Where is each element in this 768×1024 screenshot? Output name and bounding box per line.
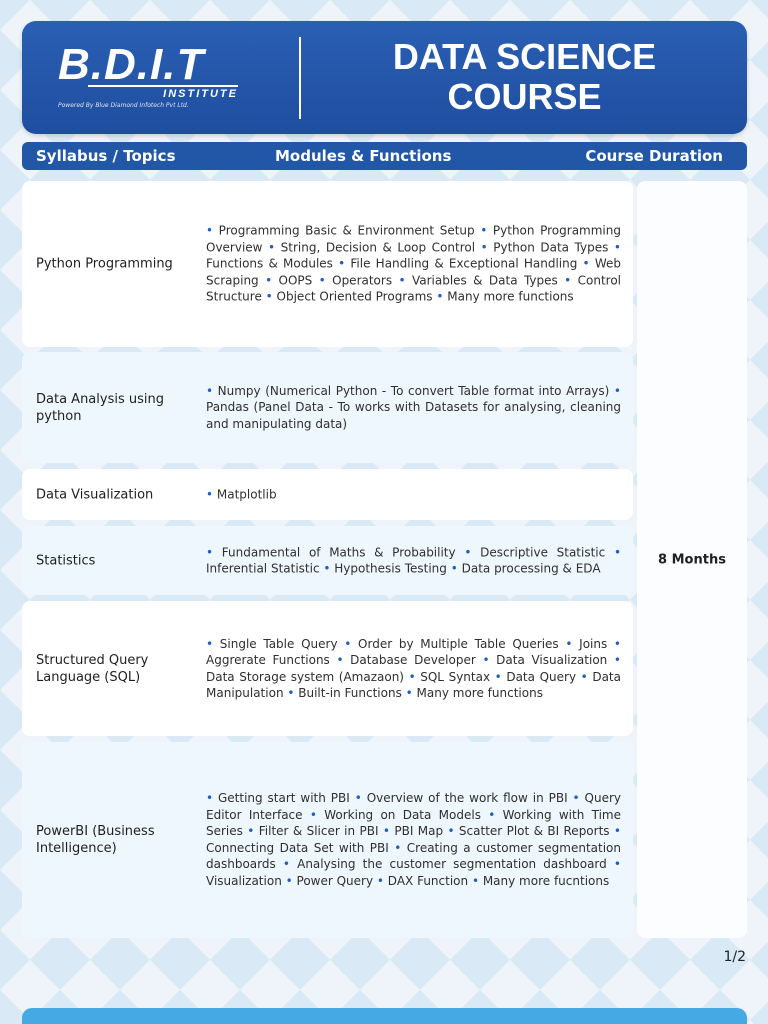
bullet-icon: • xyxy=(494,669,502,684)
header-banner xyxy=(22,21,747,134)
syllabus-row xyxy=(22,469,633,520)
bullet-icon: • xyxy=(265,273,273,288)
bullet-icon: • xyxy=(268,240,276,255)
row-topic: Structured Query Language (SQL) xyxy=(36,652,149,685)
row-description: • Numpy (Numerical Python - To convert Table format into Arrays) • Pandas (Panel Data - To works with Datasets for analysing, cleaning and manipulating data) xyxy=(206,383,621,431)
bullet-icon: • xyxy=(447,824,455,839)
row-topic: Data Visualization xyxy=(36,487,154,502)
bullet-icon: • xyxy=(613,240,621,255)
bullet-icon: • xyxy=(436,289,444,304)
bullet-icon: • xyxy=(318,273,326,288)
column-duration: Course Duration xyxy=(585,147,723,165)
bullet-icon: • xyxy=(613,652,621,667)
syllabus-row xyxy=(22,352,633,463)
footer-bar xyxy=(22,1008,747,1024)
bullet-icon: • xyxy=(206,487,214,502)
bdit-logo xyxy=(58,40,238,109)
page-number: 1/2 xyxy=(723,949,746,965)
bullet-icon: • xyxy=(405,686,413,701)
bullet-icon: • xyxy=(287,686,295,701)
bullet-icon: • xyxy=(309,807,317,822)
bullet-icon: • xyxy=(206,223,214,238)
column-modules: Modules & Functions xyxy=(275,147,452,165)
bullet-icon: • xyxy=(354,791,362,806)
syllabus-row xyxy=(22,601,633,736)
bullet-icon: • xyxy=(471,874,480,889)
duration-cell xyxy=(637,181,747,938)
bullet-icon: • xyxy=(464,544,472,559)
row-description: • Fundamental of Maths & Probability • Descriptive Statistic • Inferential Statistic • Hypothesis Testing • Data processing & EDA xyxy=(206,544,622,576)
bullet-icon: • xyxy=(206,636,214,651)
bullet-icon: • xyxy=(580,669,588,684)
syllabus-row xyxy=(22,742,633,938)
bullet-icon: • xyxy=(565,636,573,651)
logo-tagline: Powered By Blue Diamond Infotech Pvt Ltd. xyxy=(58,102,189,109)
logo-main-text: B.D.I.T xyxy=(58,40,205,89)
bullet-icon: • xyxy=(613,857,621,872)
bullet-icon: • xyxy=(613,824,621,839)
row-topic: PowerBI (Business Intelligence) xyxy=(36,824,155,856)
title-line-2: COURSE xyxy=(447,76,602,117)
bullet-icon: • xyxy=(323,561,331,576)
bullet-icon: • xyxy=(564,273,572,288)
row-description: • Single Table Query • Order by Multiple Table Queries • Joins • Aggrerate Functions • Database Developer • Data Visualization • Data Storage system (Amazaon) • SQL Syntax • Data Query • Data Manipulation • Built-in Functions • Many more functions xyxy=(206,636,621,701)
bullet-icon: • xyxy=(582,256,590,271)
bullet-icon: • xyxy=(336,652,344,667)
bullet-icon: • xyxy=(247,824,255,839)
logo-sub-text: INSTITUTE xyxy=(88,85,238,100)
bullet-icon: • xyxy=(382,824,390,839)
bullet-icon: • xyxy=(282,857,290,872)
bullet-icon: • xyxy=(394,841,402,855)
bullet-icon: • xyxy=(265,289,273,304)
bullet-icon: • xyxy=(344,636,352,651)
syllabus-row xyxy=(22,181,633,347)
bullet-icon: • xyxy=(488,807,496,822)
bullet-icon: • xyxy=(480,223,488,238)
header-divider xyxy=(299,37,301,119)
course-duration: 8 Months xyxy=(658,552,726,567)
bullet-icon: • xyxy=(206,383,214,398)
bullet-icon: • xyxy=(408,669,416,684)
bullet-icon: • xyxy=(613,544,622,559)
syllabus-row xyxy=(22,526,633,595)
title-line-1: DATA SCIENCE xyxy=(392,36,657,77)
column-header-bar xyxy=(22,142,747,170)
bullet-icon: • xyxy=(613,636,621,651)
row-description: • Programming Basic & Environment Setup • Python Programming Overview • String, Decision & Loop Control • Python Data Types • Functions & Modules • File Handling & Exceptional Handling • Web Scraping • OOPS • Operators • Variables & Data Types • Control Structure • Object Oriented Programs • Many more functions xyxy=(206,223,621,304)
bullet-icon: • xyxy=(338,256,346,271)
page-title xyxy=(322,37,727,117)
column-topics: Syllabus / Topics xyxy=(36,147,176,165)
bullet-icon: • xyxy=(206,544,214,559)
bullet-icon: • xyxy=(613,383,621,398)
bullet-icon: • xyxy=(398,273,406,288)
row-description: • Matplotlib xyxy=(206,487,277,502)
bullet-icon: • xyxy=(206,791,214,806)
bullet-icon: • xyxy=(482,652,490,667)
bullet-icon: • xyxy=(450,561,458,576)
row-topic: Python Programming xyxy=(36,256,173,272)
row-description: • Getting start with PBI • Overview of the work flow in PBI • Query Editor Interface • Working on Data Models • Working with Time Series • Filter & Slicer in PBI • PBI Map • Scatter Plot & BI Reports • Connecting Data Set with PBI • Creating a customer segmentation dashboards • Analysing the customer segmentation dashboard • Visualization • Power Query • DAX Function • Many more fucntions xyxy=(206,791,622,889)
bullet-icon: • xyxy=(480,240,488,255)
row-topic: Statistics xyxy=(36,553,96,568)
bullet-icon: • xyxy=(376,874,384,889)
row-topic: Data Analysis using python xyxy=(36,391,164,424)
bullet-icon: • xyxy=(572,791,580,806)
bullet-icon: • xyxy=(285,874,293,889)
